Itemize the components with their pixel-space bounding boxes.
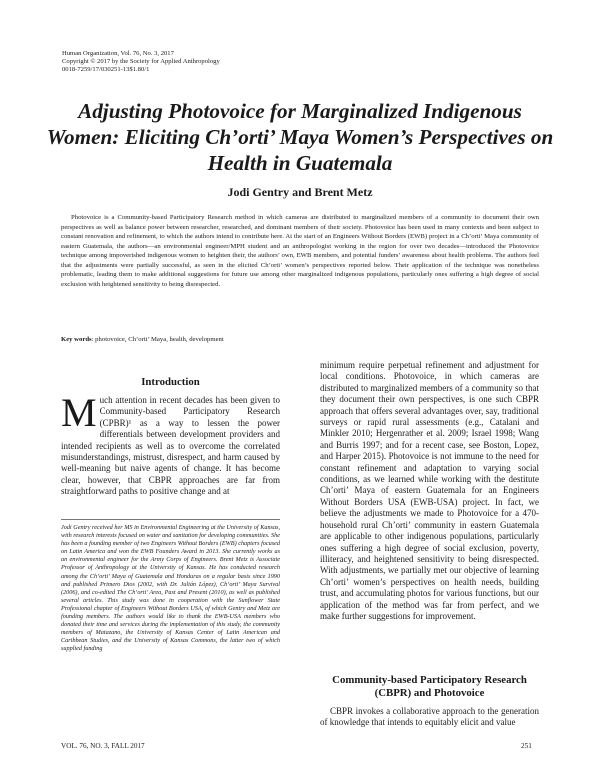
author-footnote <box>61 519 280 654</box>
cbpr-text: CBPR invokes a collaborative approach to the generation of knowledge that intends to equitably elicit and value <box>320 706 539 728</box>
abstract: Photovoice is a Community-based Participatory Research method in which cameras are distributed to marginalized members of a community to document their own perspectives as well as balance power between researcher, researched, and dominant members of their society. Photovoice has been used in many contexts and been subject to constant renovation and refinement, to which the authors intend to contribute here. At the start of an Engineers Without Borders (EWB) project in a Ch’orti’ Maya community of eastern Guatemala, the authors—an environmental engineer/MPH student and an anthropologist working in the region for over two decades—introduced the Photovoice technique among impoverished indigenous women to heighten their, the authors’ own, EWB members, and potential funders’ awareness about health problems. The authors feel that the adjustments were partially successful, as seen in the elicited Ch’orti’ women’s perspectives reported below. Their application of the technique was nonetheless problematic, leading them to make additional suggestions for future use among other marginalized indigenous populations, particularly ones suffering a high degree of social exclusion with heightened sensitivity to being disrespected. <box>61 214 539 288</box>
right-column-text: minimum require perpetual refinement and adjustment for local conditions. Photovoice, in which cameras are distributed to marginalized members of a community so that they document their own perspectives, is one such CBPR approach that offers several advantages over, say, traditional surveys or rapid rural assessments (e.g., Catalani and Minkler 2010; Hergenrather et al. 2009; Israel 1998; Wang and Burris 1997; and for a recent case, see Boston, Lopez, and Harper 2015). Photovoice is not immune to the need for constant refinement and adaptation to varying social conditions, as we learned while working with the destitute Ch’orti’ Maya of eastern Guatemala for an Engineers Without Borders USA (EWB-USA) project. In fact, we believe the adjustments we made to Photovoice for a 470-household rural Ch’orti’ community in eastern Guatemala are applicable to other indigenous populations, particularly ones suffering a high degree of social exclusion, poverty, illiteracy, and heightened sensitivity to being disrespected. With adjustments, we partially met our objective of learning Ch’orti’ women’s perspectives on health needs, building trust, and accumulating photos for various functions, but our application of the method was far from perfect, and we make further suggestions for improvement. <box>320 360 539 621</box>
copyright-line: Copyright © 2017 by the Society for Applied Anthropology <box>62 58 220 65</box>
cbpr-heading: Community-based Participatory Research (CBPR) and Photovoice <box>332 674 527 699</box>
keywords <box>61 336 224 343</box>
article-authors: Jodi Gentry and Brent Metz <box>227 185 373 199</box>
issn-line: 0018-7259/17/030251-13$1.80/1 <box>62 66 150 73</box>
page-number: 251 <box>521 742 532 750</box>
footer-volume: VOL. 76, NO. 3, FALL 2017 <box>61 742 145 750</box>
keywords-text: : photovoice, Ch’orti’ Maya, health, development <box>91 336 224 343</box>
keywords-label: Key words <box>61 336 92 343</box>
journal-header <box>62 50 220 74</box>
drop-cap: M <box>61 390 97 435</box>
right-column-body <box>320 360 539 622</box>
introduction-body <box>61 390 280 498</box>
cbpr-body <box>320 706 539 729</box>
introduction-text: uch attention in recent decades has been given to Community-based Participatory Research (CPBR)¹ as a way to lessen the power differentials between development providers and intended recipients as well as to overcome the correlated misunderstandings, mistrust, disrespect, and harm caused by well-meaning but naive agents of change. It has become clear, however, that CBPR approaches are far from straightforward paths to positive change and at <box>61 395 280 497</box>
article-title: Adjusting Photovoice for Marginalized Indigenous Women: Eliciting Ch’orti’ Maya Women’s Perspectives on Health in Guatemala <box>46 99 554 175</box>
author-footnote-text: Jodi Gentry received her MS in Environmental Engineering at the University of Kansas, with research interests focused on water and sanitation for developing communities. She has been a founding member of two Engineers Without Borders (EWB) chapters focused on Latin America and won the EWB Founders Award in 2013. She currently works as an environmental engineer for the Army Corps of Engineers. Brent Metz is Associate Professor of Anthropology at the University of Kansas. He has conducted research among the Ch’orti’ Maya of Guatemala and Honduras on a regular basis since 1990 and published Primero Dios (2002, with Dr. Julián López), Ch’orti’ Maya Survival (2006), and co-edited The Ch’orti’ Area, Past and Present (2010), as well as published several articles. This study was done in cooperation with the Sunflower State Professional chapter of Engineers Without Borders USA, of which Gentry and Metz are founding members. The authors would like to thank the EWB-USA members who donated their time and services during the implementation of this study, the community members of Matazano, the University of Kansas Center of Latin American and Caribbean Studies, and the University of Kansas Commons, the latter two of which supplied funding <box>61 524 280 653</box>
introduction-heading: Introduction <box>141 376 200 388</box>
journal-citation: Human Organization, Vol. 76, No. 3, 2017 <box>62 50 174 57</box>
